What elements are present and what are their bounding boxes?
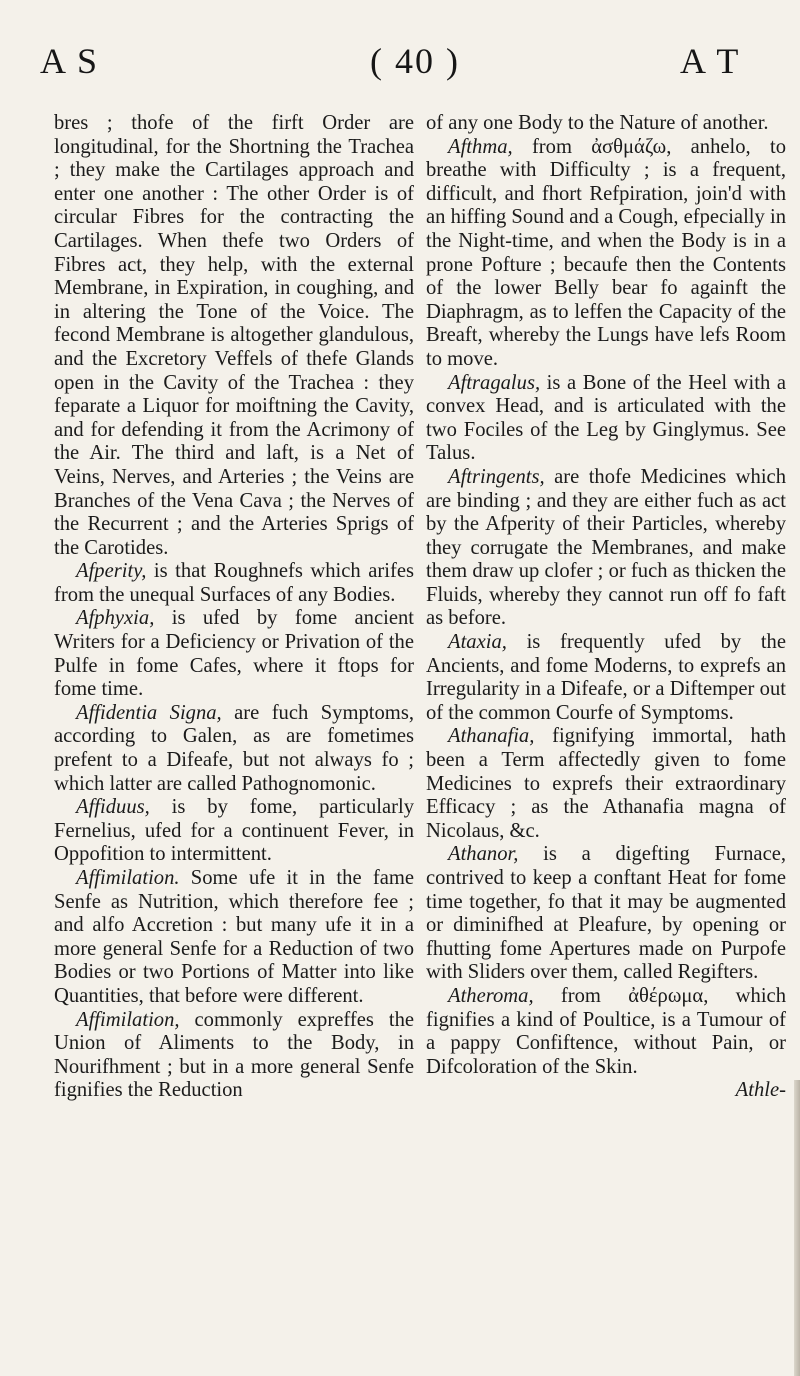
dictionary-entry [54,702,414,796]
dictionary-entry [54,607,414,701]
dictionary-entry [54,796,414,867]
entry-text: are thofe Medicines which are binding ; and they are either fuch as act by the Afperity of their Particles, whereby they corrugate the Membranes, and make them draw up clofer ; or fuch as thicken the Fluids, whereby they cannot run off fo faft as before. [426,465,786,630]
paragraph-continuation [426,112,786,136]
entry-text: is a digefting Furnace, contrived to keep a conftant Heat for fome time together, fo that it may be augmented or diminifhed at Pleafure, by opening or fhutting fome Apertures made on Purpofe with Sliders over them, called Regifters. [426,843,786,984]
header-right: A T [680,41,741,81]
entry-term: Aftragalus, [448,371,541,394]
entry-text: from ἀσθμάζω, anhelo, to breathe with Difficulty ; is a frequent, difficult, and fhort Refpiration, join'd with an hiffing Sound and a Cough, efpecially in the Night-time, and when the Body is in a prone Pofture ; becaufe then the Contents of the lower Belly bear fo againft the Diaphragm, as to leffen the Capacity of the Breaft, whereby the Lungs have lefs Room to move. [426,135,786,370]
entry-term: Ataxia, [448,631,507,654]
dictionary-entry [54,1009,414,1103]
dictionary-entry [54,867,414,1009]
entry-term: Aftringents, [448,465,545,488]
catchword [426,1079,786,1103]
entry-text: are fuch Symptoms, according to Galen, as are fometimes prefent to a Difeafe, but not always fo ; which latter are called Pathognomonic. [54,701,414,795]
entry-term: Affiduus, [76,796,150,819]
catchword-text: Athle- [735,1079,786,1102]
entry-term: Athanafia, [448,725,535,748]
dictionary-entry [54,560,414,607]
page-number: ( 40 ) [370,41,460,81]
dictionary-entry [426,372,786,466]
entry-text: from ἀθέρωμα, which fignifies a kind of Poultice, is a Tumour of a pappy Confiftence, without Pain, or Difcoloration of the Skin. [426,984,786,1078]
dictionary-entry [426,725,786,843]
running-header [40,40,780,100]
entry-term: Affidentia Signa, [76,701,222,724]
paragraph-continuation [54,112,414,560]
page-edge-shadow [794,1080,800,1376]
entry-text: of any one Body to the Nature of another. [426,112,769,134]
entry-term: Afphyxia, [76,607,155,630]
entry-text: bres ; thofe of the firft Order are longitudinal, for the Shortning the Trachea ; they make the Cartilages approach and enter one another : The other Order is of circular Fibres for the contracting the Cartilages. When thefe two Orders of Fibres act, they help, with the external Membrane, in Expiration, in coughing, and in altering the Tone of the Voice. The fecond Membrane is altogether glandulous, and the Excretory Veffels of thefe Glands open in the Cavity of the Trachea : they feparate a Liquor for moiftning the Cavity, and for defending it from the Acrimony of the Air. The third and laft, is a Net of Veins, Nerves, and Arteries ; the Veins are Branches of the Vena Cava ; the Nerves of the Recurrent ; and the Arteries Sprigs of the Carotides. [54,112,414,559]
dictionary-entry [426,985,786,1079]
dictionary-entry [426,136,786,372]
dictionary-entry [426,631,786,725]
entry-text: is by fome, particularly Fernelius, ufed for a continuent Fever, in Oppofition to intermittent. [54,796,414,866]
header-left: A S [40,41,100,81]
dictionary-entry [426,466,786,631]
entry-term: Affimilation, [76,1008,180,1031]
entry-text: is frequently ufed by the Ancients, and fome Moderns, to exprefs an Irregularity in a Difeafe, or a Diftemper out of the common Courfe of Symptoms. [426,631,786,724]
right-column [426,112,786,1103]
entry-term: Afperity, [76,560,147,583]
entry-text: commonly expreffes the Union of Aliments to the Body, in Nourifhment ; but in a more general Senfe fignifies the Reduction [54,1008,414,1102]
entry-text: is that Roughnefs which arifes from the unequal Surfaces of any Bodies. [54,560,414,606]
entry-term: Atheroma, [448,984,534,1007]
entry-term: Athanor, [448,843,519,866]
entry-text: is ufed by fome ancient Writers for a Deficiency or Privation of the Pulfe in fome Cafes, where it ftops for fome time. [54,607,414,701]
entry-text: fignifying immortal, hath been a Term affectedly given to fome Medicines to exprefs their extraordinary Efficacy ; as the Athanafia magna of Nicolaus, &c. [426,725,786,842]
entry-term: Afthma, [448,135,513,158]
left-column [54,112,414,1103]
dictionary-entry [426,843,786,985]
entry-term: Affimilation. [76,867,180,889]
entry-text: is a Bone of the Heel with a convex Head, and is articulated with the two Fociles of the Leg by Ginglymus. See Talus. [426,371,786,465]
entry-text: Some ufe it in the fame Senfe as Nutrition, which therefore fee ; and alfo Accretion : but many ufe it in a more general Senfe for a Reduction of two Bodies or two Portions of Matter into like Quantities, that before were different. [54,867,414,1007]
